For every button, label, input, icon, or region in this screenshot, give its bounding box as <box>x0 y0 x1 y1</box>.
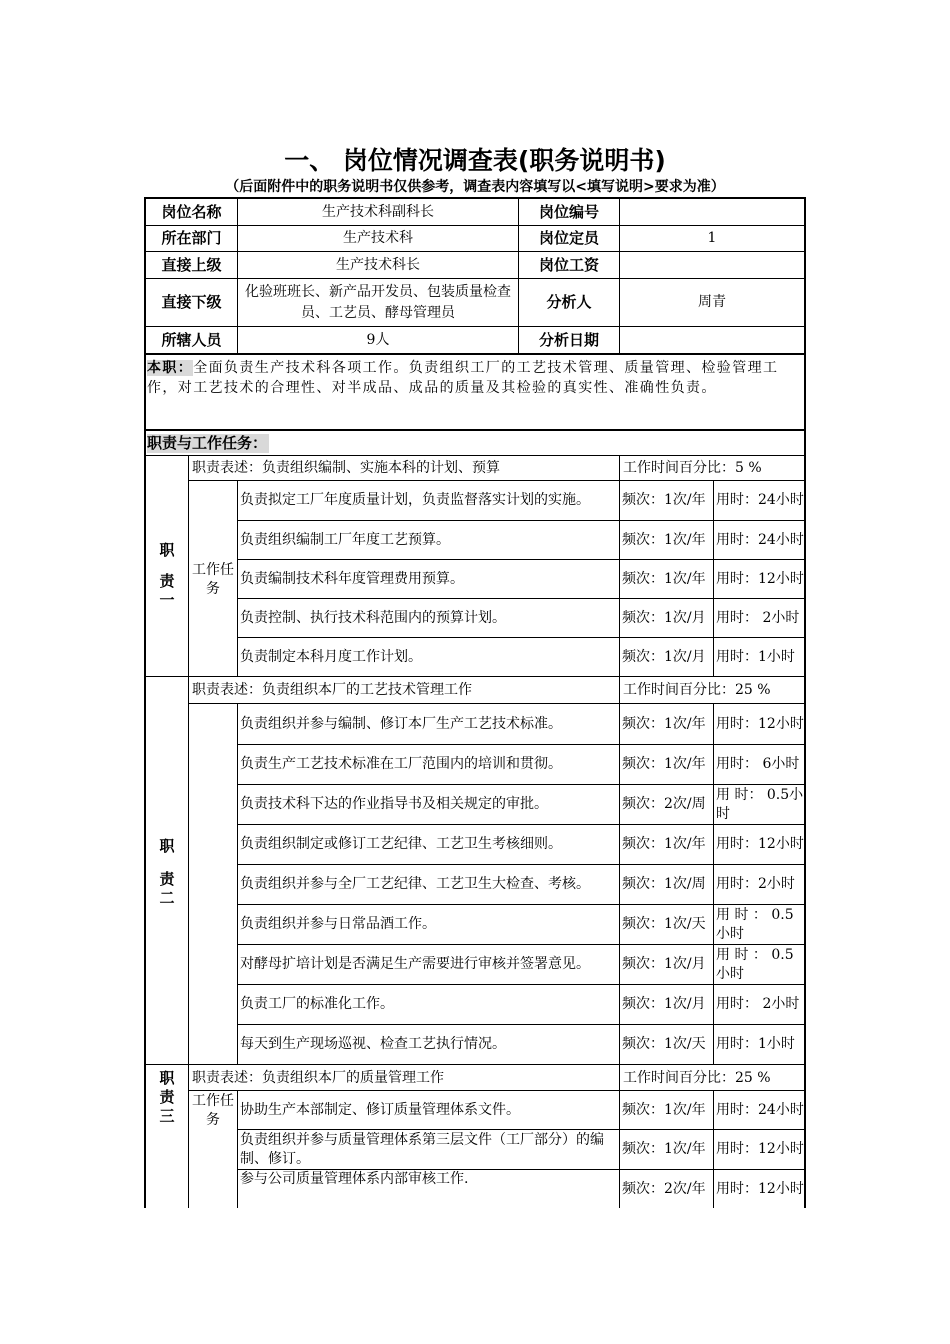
duty-section-3-task-3: 参与公司质量管理体系内部审核工作. <box>240 1171 469 1187</box>
duty-section-3-task-1: 协助生产本部制定、修订质量管理体系文件。 <box>240 1101 520 1118</box>
duty-section-2-task-8: 负责工厂的标准化工作。 <box>240 996 394 1012</box>
duty-section-2-task-2-frequency: 频次：1次/年 <box>622 756 706 772</box>
duty-section-2-title: 职 责 二 <box>159 836 175 907</box>
duty-section-1-task-4: 负责控制、执行技术科范围内的预算计划。 <box>240 609 506 626</box>
duty-section-1-task-1-frequency: 频次：1次/年 <box>622 492 706 508</box>
duty-section-1-task-label: 工作任务 <box>192 562 234 597</box>
duty-section-2-task-5-time: 用时：2小时 <box>716 876 795 892</box>
tasks-header-label: 职责与工作任务： <box>147 434 268 452</box>
duty-section-3-statement: 职责表述：负责组织本厂的质量管理工作 <box>192 1069 444 1086</box>
duty-section-2-task-9-time: 用时：1小时 <box>716 1036 795 1052</box>
duty-section-1-task-1-time: 用时：24小时 <box>716 492 804 508</box>
duty-section-2-task-6: 负责组织并参与日常品酒工作。 <box>240 916 436 932</box>
salary-value <box>620 252 804 278</box>
page-subtitle: （后面附件中的职务说明书仅供参考，调查表内容填写以<填写说明>要求为准） <box>225 179 725 195</box>
duty-section-3-task-2-frequency: 频次：1次/年 <box>622 1141 706 1157</box>
job-name-label: 岗位名称 <box>161 202 222 221</box>
duty-section-3-percent: 工作时间百分比：25 % <box>623 1069 771 1086</box>
superior-label: 直接上级 <box>161 255 222 274</box>
date-label: 分析日期 <box>538 330 599 349</box>
duty-section-2-task-7-time: 用 时 ： 0.5小时 <box>716 946 794 982</box>
page-title: 一、 岗位情况调查表(职务说明书) <box>284 146 666 175</box>
duty-section-1-title: 职 责 一 <box>159 540 175 609</box>
duty-section-3-task-3-time: 用时：12小时 <box>716 1180 804 1197</box>
duty-section-2-task-1-frequency: 频次：1次/年 <box>622 715 706 732</box>
duty-section-1-task-2-time: 用时：24小时 <box>716 531 804 548</box>
duty-section-1-task-3-time: 用时：12小时 <box>716 570 804 587</box>
duty-label: 本职： <box>147 360 194 376</box>
dept-label: 所在部门 <box>161 229 222 247</box>
dept-value: 生产技术科 <box>343 230 413 246</box>
duty-section-1-task-5-frequency: 频次：1次/月 <box>622 648 706 665</box>
duty-section-1-task-3: 负责编制技术科年度管理费用预算。 <box>240 570 464 587</box>
duty-section-1-task-2-frequency: 频次：1次/年 <box>622 531 706 548</box>
duty-section-1-statement: 职责表述：负责组织编制、实施本科的计划、预算 <box>192 459 500 476</box>
duty-section-3-title: 职 责 三 <box>159 1068 175 1125</box>
duty-paragraph <box>147 358 804 428</box>
duty-section-2-task-5: 负责组织并参与全厂工艺纪律、工艺卫生大检查、考核。 <box>240 876 590 892</box>
duty-section-2-task-7: 对酵母扩培计划是否满足生产需要进行审核并签署意见。 <box>240 956 590 972</box>
duty-section-1-task-2: 负责组织编制工厂年度工艺预算。 <box>240 531 450 548</box>
duty-section-2-task-8-frequency: 频次：1次/月 <box>622 996 706 1012</box>
staff-label: 所辖人员 <box>161 330 222 349</box>
duty-section-2-task-5-frequency: 频次：1次/周 <box>622 876 706 892</box>
duty-section-1-task-4-time: 用时： 2小时 <box>716 609 800 626</box>
duty-section-1-percent: 工作时间百分比：5 % <box>623 459 762 476</box>
duty-section-3-task-1-time: 用时：24小时 <box>716 1101 804 1118</box>
duty-section-2-task-2-time: 用时： 6小时 <box>716 756 800 772</box>
duty-section-2-task-3: 负责技术科下达的作业指导书及相关规定的审批。 <box>240 796 548 812</box>
tasks-header <box>147 432 804 455</box>
duty-section-2-task-9: 每天到生产现场巡视、检查工艺执行情况。 <box>240 1036 506 1052</box>
duty-section-3-task-2-time: 用时：12小时 <box>716 1141 804 1157</box>
duty-section-2-task-2: 负责生产工艺技术标准在工厂范围内的培训和贯彻。 <box>240 756 562 772</box>
duty-section-1-task-5-time: 用时：1小时 <box>716 648 795 665</box>
salary-label: 岗位工资 <box>538 255 599 274</box>
subordinate-value: 化验班班长、新产品开发员、包装质量检查员、工艺员、酵母管理员 <box>245 283 511 321</box>
duty-section-2-task-7-frequency: 频次：1次/月 <box>622 956 706 972</box>
duty-section-2-task-6-time: 用 时 ： 0.5小时 <box>716 906 794 942</box>
duty-section-3-task-1-frequency: 频次：1次/年 <box>622 1101 706 1118</box>
duty-section-2-task-4-frequency: 频次：1次/年 <box>622 836 706 852</box>
duty-section-2-task-3-time: 用 时： 0.5小时 <box>716 786 804 822</box>
duty-section-3-task-2: 负责组织并参与质量管理体系第三层文件（工厂部分）的编制、修订。 <box>240 1131 604 1167</box>
duty-text: 全面负责生产技术科各项工作。负责组织工厂的工艺技术管理、质量管理、检验管理工作，对工艺技术的合理性、对半成品、成品的质量及其检验的真实性、准确性负责。 <box>147 360 779 396</box>
duty-section-2-task-1: 负责组织并参与编制、修订本厂生产工艺技术标准。 <box>240 715 562 732</box>
duty-section-3-task-label: 工作任务 <box>192 1093 234 1128</box>
analyst-value: 周青 <box>698 294 726 310</box>
duty-section-2-task-1-time: 用时：12小时 <box>716 715 804 732</box>
duty-section-2-task-8-time: 用时： 2小时 <box>716 996 800 1012</box>
duty-section-2-task-4-time: 用时：12小时 <box>716 836 804 852</box>
duty-section-2-task-6-frequency: 频次：1次/天 <box>622 916 706 932</box>
subordinate-label: 直接下级 <box>161 293 222 311</box>
staff-value: 9人 <box>366 331 390 348</box>
duty-section-1-task-4-frequency: 频次：1次/月 <box>622 609 706 626</box>
duty-section-2-percent: 工作时间百分比：25 % <box>623 682 771 698</box>
duty-section-2-task-9-frequency: 频次：1次/天 <box>622 1036 706 1052</box>
analyst-label: 分析人 <box>546 293 592 311</box>
duty-section-2-statement: 职责表述：负责组织本厂的工艺技术管理工作 <box>192 682 472 698</box>
quota-value: 1 <box>707 230 717 246</box>
duty-section-2-task-3-frequency: 频次：2次/周 <box>622 796 706 812</box>
job-name-value: 生产技术科副科长 <box>322 203 434 220</box>
quota-label: 岗位定员 <box>538 229 599 247</box>
job-no-label: 岗位编号 <box>538 202 599 221</box>
date-value <box>620 327 804 353</box>
duty-section-2-task-4: 负责组织制定或修订工艺纪律、工艺卫生考核细则。 <box>240 836 562 852</box>
duty-section-1-task-1: 负责拟定工厂年度质量计划，负责监督落实计划的实施。 <box>240 492 590 508</box>
superior-value: 生产技术科长 <box>336 256 420 273</box>
job-no-value <box>620 199 804 225</box>
duty-section-1-task-5: 负责制定本科月度工作计划。 <box>240 648 422 665</box>
duty-section-1-task-3-frequency: 频次：1次/年 <box>622 570 706 587</box>
duty-section-3-task-3-frequency: 频次：2次/年 <box>622 1180 706 1197</box>
